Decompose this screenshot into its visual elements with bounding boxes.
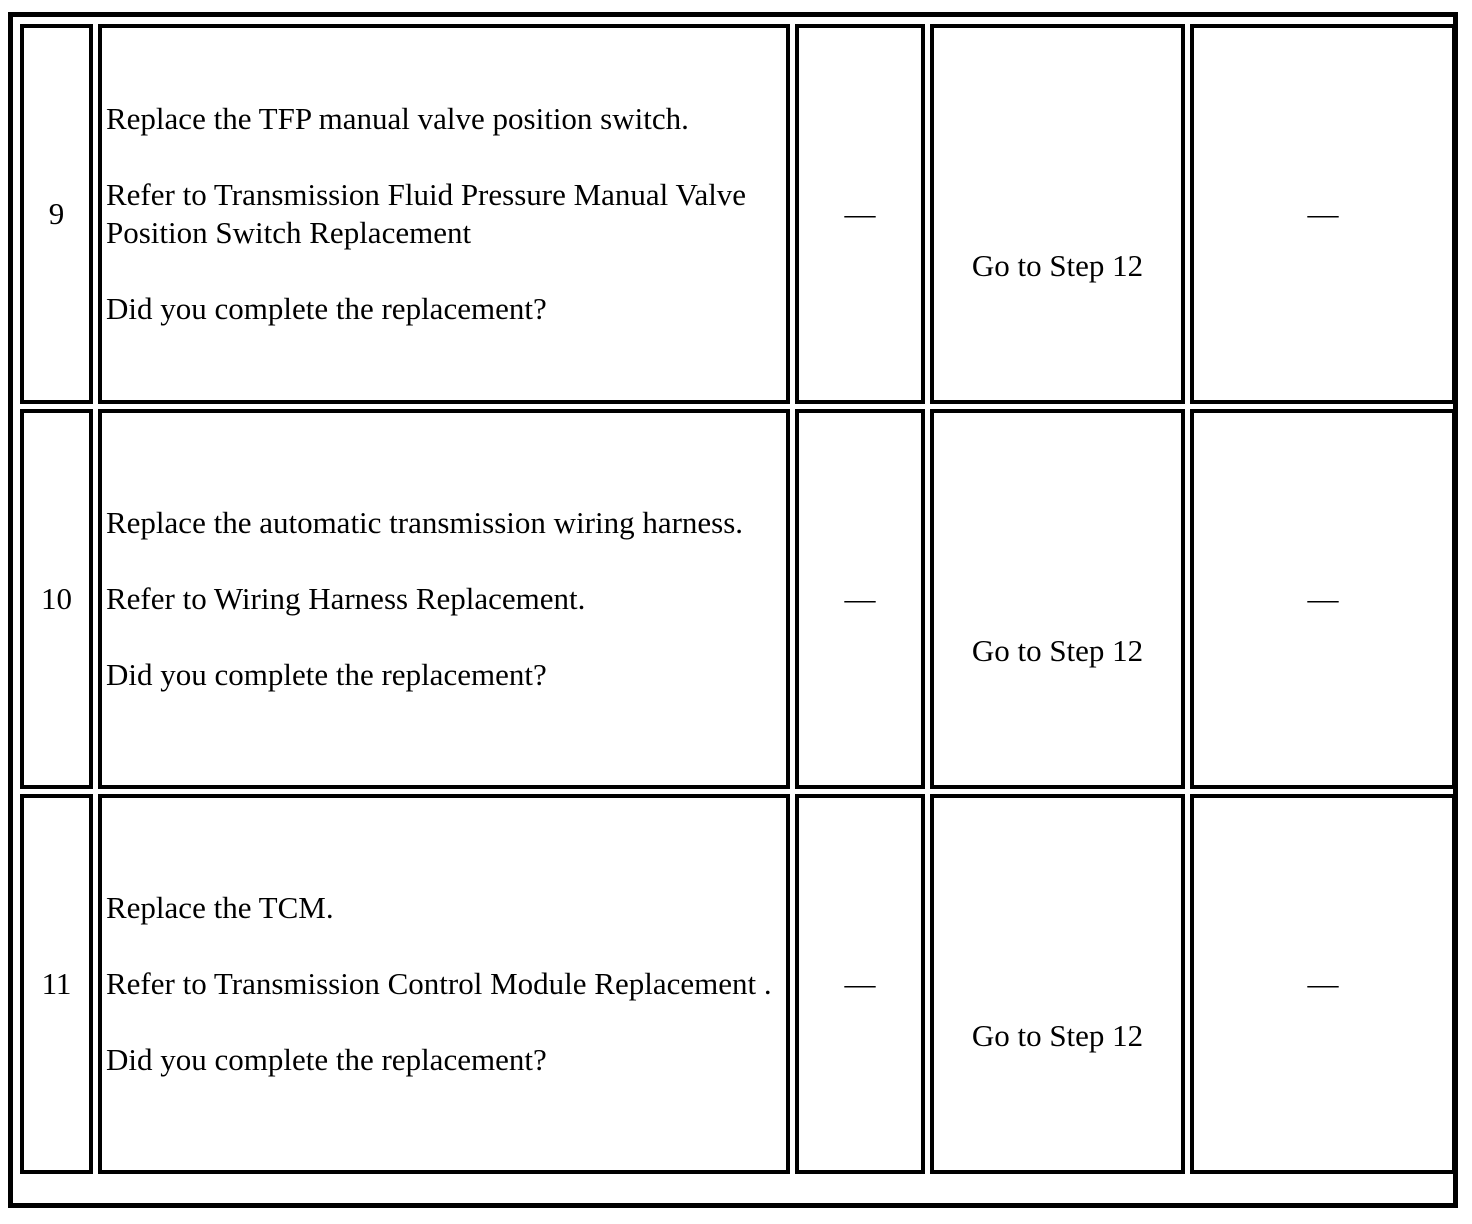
action-reference: Refer to Transmission Control Module Replacement .	[106, 966, 772, 1001]
table-row	[20, 794, 1456, 1174]
step-number-cell	[20, 24, 93, 404]
no-text: —	[1307, 196, 1339, 231]
no-cell	[1190, 794, 1456, 1174]
diagnostic-table-frame	[8, 12, 1458, 1208]
action-cell	[98, 794, 790, 1174]
values-cell	[795, 409, 925, 789]
values-text: —	[844, 196, 876, 231]
step-number-cell	[20, 409, 93, 789]
yes-link[interactable]: Go to Step 12	[971, 248, 1144, 283]
action-question: Did you complete the replacement?	[106, 291, 547, 326]
table-row	[20, 24, 1456, 404]
values-text: —	[844, 581, 876, 616]
yes-cell	[930, 409, 1185, 789]
no-text: —	[1307, 966, 1339, 1001]
action-reference: Refer to Wiring Harness Replacement.	[106, 581, 586, 616]
step-number: 9	[48, 196, 65, 231]
yes-link[interactable]: Go to Step 12	[971, 1018, 1144, 1053]
yes-cell	[930, 24, 1185, 404]
diagnostic-steps-table	[15, 19, 1461, 1179]
action-cell	[98, 24, 790, 404]
values-text: —	[844, 966, 876, 1001]
values-cell	[795, 794, 925, 1174]
action-instruction: Replace the TFP manual valve position switch.	[106, 101, 689, 136]
action-question: Did you complete the replacement?	[106, 657, 547, 692]
action-instruction: Replace the TCM.	[106, 890, 334, 925]
action-reference: Refer to Transmission Fluid Pressure Manual Valve Position Switch Replacement	[106, 177, 747, 250]
yes-cell	[930, 794, 1185, 1174]
step-number: 10	[41, 581, 72, 616]
action-question: Did you complete the replacement?	[106, 1042, 547, 1077]
no-cell	[1190, 409, 1456, 789]
table-row	[20, 409, 1456, 789]
action-cell	[98, 409, 790, 789]
action-instruction: Replace the automatic transmission wiring harness.	[106, 505, 744, 540]
values-cell	[795, 24, 925, 404]
yes-link[interactable]: Go to Step 12	[971, 633, 1144, 668]
step-number: 11	[41, 966, 72, 1001]
no-cell	[1190, 24, 1456, 404]
no-text: —	[1307, 581, 1339, 616]
step-number-cell	[20, 794, 93, 1174]
